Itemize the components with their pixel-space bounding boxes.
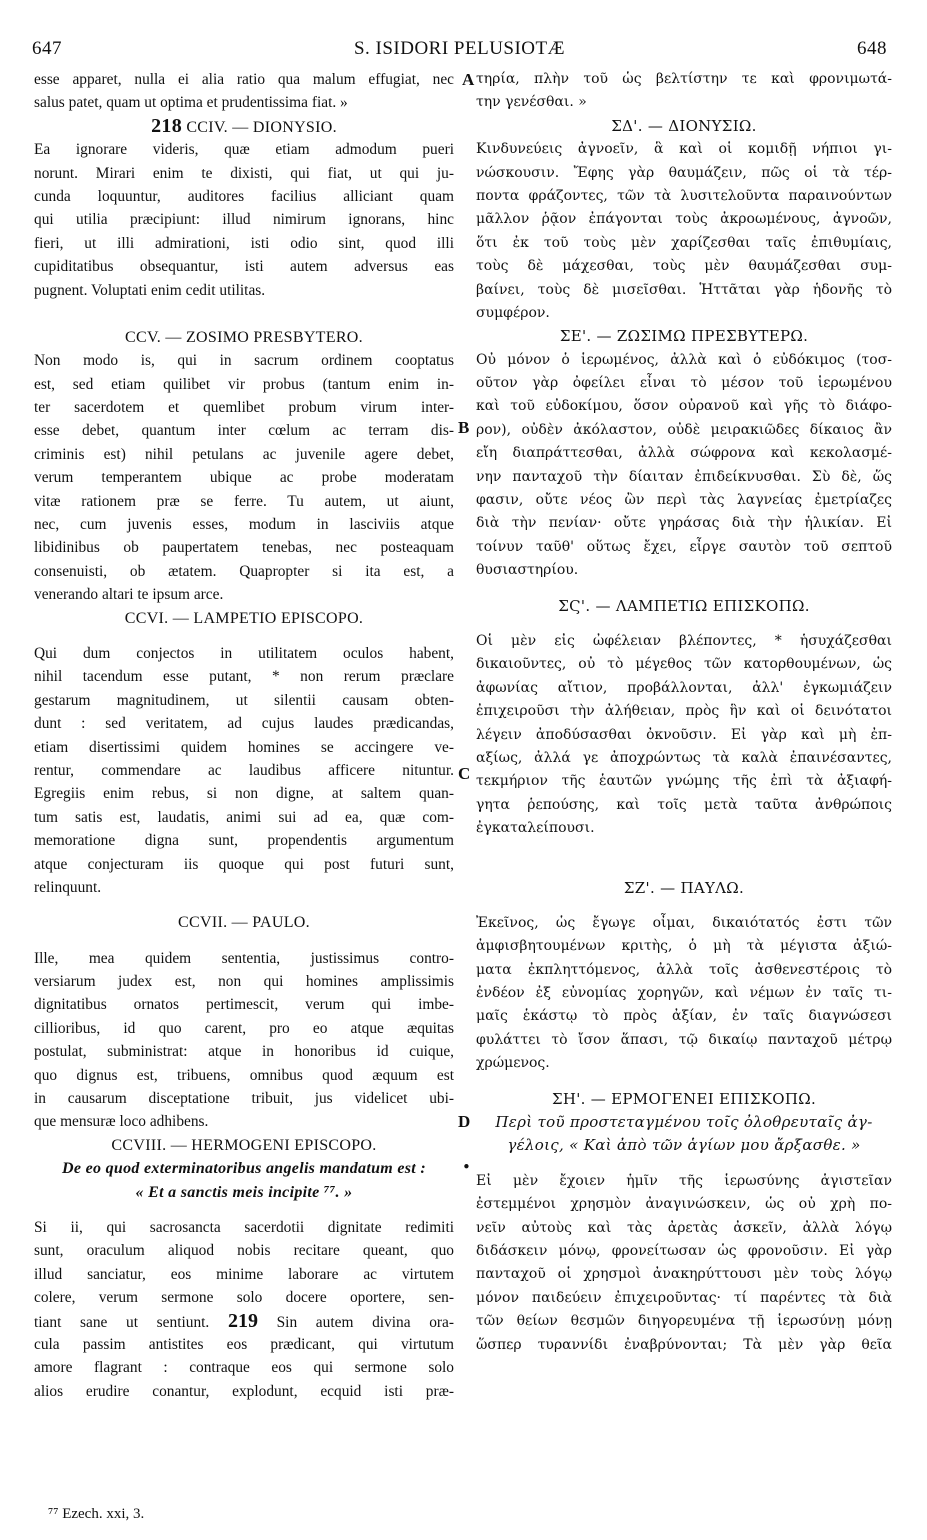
- margin-marker-b: B: [458, 418, 470, 437]
- text-line: vitæ rationem præ se ferre. Tu autem, ut aiunt,: [34, 492, 454, 510]
- text-line: cillioribus, id quo carent, pro eo atque æquitas: [34, 1019, 454, 1037]
- text-line: venerando altari te ipsum arce.: [34, 586, 224, 604]
- text-line: Ἐκεῖνος, ὡς ἔγωγε οἶμαι, δικαιότατός ἐστι τῶν: [476, 914, 892, 931]
- footnote: ⁷⁷ Ezech. xxi, 3.: [48, 1506, 145, 1522]
- text-line: rentur, commendare ac laudibus afficere nituntur.: [34, 761, 454, 779]
- text-line: ἐπιχειροῦσι τὴν ἀλήθειαν, πρὸς ἣν καὶ οἱ δεινότατοι: [476, 703, 892, 720]
- margin-marker-a: A: [462, 70, 475, 89]
- text-line: ὅτι ἐκ τοῦ τοὺς μὲν χαρίζεσθαι ταῖς ἐπιθυμίαις,: [476, 234, 892, 251]
- text-line: illud sanciatur, eos minime laborare ac virtutem: [34, 1265, 454, 1283]
- latin-column: [34, 68, 454, 1403]
- section-heading: ΣΔ'. — ΔΙΟΝΥΣΙΩ.: [611, 116, 757, 135]
- text-line: γητα ῥεπούσης, καὶ τοῖς μετὰ ταῦτα ἀνθρώποις: [476, 796, 892, 813]
- text-line: μόνον παιδεύειν ἐπιχειροῦντας· τί παρέντες τὰ διὰ: [476, 1289, 892, 1306]
- text-line: Εἰ μὲν ἔχοιεν ἡμῖν τῆς ἱερωσύνης ἁγιστεῖαν: [476, 1172, 892, 1189]
- text-line: alios erudire conantur, explodunt, ecquid isti præ-: [34, 1382, 454, 1400]
- section-heading: [34, 115, 454, 138]
- text-line: δικαιοῦντες, οὐ τὸ μέγεθος τῶν κατορθουμένων, ὡς: [476, 656, 892, 673]
- text-line: Qui dum conjectos in utilitatem oculos habent,: [34, 644, 454, 662]
- text-line: Κινδυνεύεις ἀγνοεῖν, ἃ καὶ οἱ κομιδῇ νήπιοι γι-: [476, 141, 892, 158]
- page-number-right: 648: [857, 38, 887, 59]
- text-line: esse apparet, nulla ei alia ratio qua malum effugiat, nec: [34, 71, 454, 88]
- text-line: qui utilia præcipiunt: illud nimirum ignorans, hinc: [34, 211, 454, 229]
- section-heading: ΣϚ'. — ΛΑΜΠΕΤΙΩ ΕΠΙΣΚΟΠΩ.: [558, 596, 810, 615]
- text-line: τοὺς δὲ μάχεσθαι, τοὺς μὲν θαυμάζεσθαι συμ-: [476, 258, 892, 275]
- text-line: colere, verum sermone solo docere oportere, sen-: [34, 1289, 454, 1307]
- text-line: ὥσπερ τυραννίδι ἐναβρύνονται; Τὰ μὲν γὰρ θεῖα: [476, 1336, 892, 1353]
- text-line: tiant sane ut sentiunt. 219 Sin autem divina ora-: [34, 1309, 454, 1332]
- section-subtitle: De eo quod exterminatoribus angelis mandatum est :: [62, 1160, 426, 1178]
- text-line: μαῖς ἑκάστῳ τὸ πρὸς ἀξίαν, ἐν ταῖς διαγνώσεσι: [476, 1008, 892, 1025]
- text-line: τοίνυν ταῦθ' οὕτως ἔχει, εἶργε σαυτὸν τοῦ σεπτοῦ: [476, 538, 892, 555]
- running-title: S. ISIDORI PELUSIOTÆ: [353, 38, 566, 59]
- text-line: relinquunt.: [34, 878, 102, 896]
- text-line: νώσκουσιν. Ἔφης γὰρ θαυμάζειν, πῶς οἱ τὰ τέρ-: [476, 164, 892, 181]
- section-heading: ΣΗ'. — ΕΡΜΟΓΕΝΕΙ ΕΠΙΣΚΟΠΩ.: [551, 1089, 817, 1108]
- text-line: την γενέσθαι. »: [476, 94, 587, 111]
- text-line: νεῖν αὐτοὺς καὶ τὰς ἀρετὰς ἀσκεῖν, ἀλλὰ λόγῳ: [476, 1219, 892, 1236]
- text-line: amore flagrant : contraque eos qui sermone solo: [34, 1359, 454, 1377]
- text-line: cupiditatibus obsequantur, isti autem adversus eas: [34, 258, 454, 276]
- text-line: θυσιαστηρίου.: [476, 562, 579, 579]
- text-line: sunt, oraculum aliquod nobis recitare queant, quo: [34, 1242, 454, 1260]
- text-line: atque conjecturam iis quoque qui post futuri sunt,: [34, 855, 454, 873]
- greek-column: [476, 68, 892, 1357]
- text-line: memoratione digna sunt, propendentis argumentum: [34, 832, 454, 850]
- text-line: Ea ignorare videris, quæ etiam admodum pueri: [34, 141, 454, 159]
- text-line: νην πανταχοῦ τὴν δίαιταν ἐπιδείκνυσθαι. Σὺ δὲ, ὥς: [476, 468, 892, 485]
- margin-dot: •: [462, 1158, 471, 1176]
- text-line: ἀμφισβητουμένων κριτὴς, ὁ μὴ τὰ μέγιστα ἀξιώ-: [476, 938, 892, 955]
- text-line: in causarum disceptatione tribuit, jus videlicet ubi-: [34, 1090, 454, 1108]
- running-header: [32, 38, 887, 62]
- text-line: salus patet, quam ut optima et prudentissima fiat. »: [34, 94, 348, 112]
- text-line: esse debet, quantum inter cœlum ac terram dis-: [34, 422, 454, 440]
- text-line: verum temperantem ubique ac probe moderatam: [34, 469, 454, 487]
- text-line: μᾶλλον ῥᾷον ἐπάγονται τοὺς ἀκροωμένους, ἀγνοῶν,: [476, 211, 892, 228]
- section-title: CCIV. — DIONYSIO.: [186, 118, 337, 136]
- text-line: ποντα φράζοντες, τῶν τὰ λυσιτελοῦντα παραινούντων: [476, 187, 892, 204]
- text-line: ρον), οὐδὲν ἀκόλαστον, οὐδὲ μειρακιῶδες δίκαιος ἂν: [476, 421, 892, 438]
- margin-marker-c: C: [458, 764, 471, 783]
- text-line: τηρία, πλὴν τοῦ ὡς βελτίστην τε καὶ φρονιμωτά-: [476, 71, 892, 87]
- section-number: 219: [227, 1309, 258, 1332]
- section-subtitle: γέλοις, « Καὶ ἀπὸ τῶν ἁγίων μου ἄρξασθε. »: [507, 1136, 861, 1155]
- text-line: τεκμήριον τῆς ἑαυτῶν γνώμης τῆς ἐπὶ τὰ ἀξιαφή-: [476, 773, 892, 790]
- section-heading: CCVI. — LAMPETIO EPISCOPO.: [124, 609, 364, 627]
- text-line: συμφέρον.: [476, 304, 550, 321]
- text-line: est, sed etiam quilibet vir probus (tantum enim in-: [34, 375, 454, 393]
- text-line: φυλάττει τὸ ἴσον ἅπασι, τῷ δικαίῳ πανταχοῦ μέτρῳ: [476, 1031, 892, 1048]
- text-line: διὰ τὴν πενίαν· οὔτε γηράσας διὰ τὴν ἡλικίαν. Εἰ: [476, 515, 892, 532]
- text-line: καὶ τοῦ εὐδοκίμου, ὅσον οὐρανοῦ καὶ γῆς τὸ διάφο-: [476, 398, 892, 415]
- text-line: fieri, ut illi admirationi, isti odio sint, quod illi: [34, 234, 454, 252]
- text-line: Οἱ μὲν εἰς ὠφέλειαν βλέποντες, * ἡσυχάζεσθαι: [476, 632, 892, 649]
- section-subtitle: « Et a sanctis meis incipite ⁷⁷. »: [135, 1183, 353, 1201]
- text-line: Οὐ μόνον ὁ ἱερωμένος, ἀλλὰ καὶ ὁ εὐδόκιμος (τοσ-: [476, 351, 892, 368]
- text-line: χρώμενος.: [476, 1055, 550, 1072]
- page-number-left: 647: [32, 38, 62, 59]
- text-line: αξίως, ἀλλά γε ἀποχρώντως τὰ καλὰ ἐπαινέσαντες,: [476, 749, 892, 766]
- margin-marker-d: D: [458, 1112, 471, 1131]
- text-line: criminis est) nihil petulans ac juvenile agere debet,: [34, 445, 454, 463]
- section-heading: CCV. — ZOSIMO PRESBYTERO.: [125, 328, 363, 346]
- text-line: ἐγκαταλείπουσι.: [476, 820, 595, 837]
- text-line: ἀφωνίας αἴτιον, προβάλλονται, ἀλλ' ἐγκωμιάζειν: [476, 679, 892, 696]
- text-line: ἐστεμμένοι χρησμὸν ἀναγινώσκειν, ὡς οὐ χρὴ πο-: [476, 1196, 892, 1213]
- section-number: 218: [151, 114, 182, 137]
- text-line: cunda loquuntur, auditores facilius alliciant quam: [34, 187, 454, 205]
- text-line: norunt. Mirari enim te dixisti, qui fiat, ut qui ju-: [34, 164, 454, 182]
- text-line: nihil tacendum esse putant, * non rerum præclare: [34, 668, 454, 686]
- text-line: versiarum judex est, non qui homines amplissimis: [34, 973, 454, 991]
- text-line: πανταχοῦ οἱ χρησμοὶ ἀνακηρύττουσι μὲν τοὺς λόγῳ: [476, 1266, 892, 1283]
- text-line: dignitatibus ornatos pertimescit, verum qui imbe-: [34, 996, 454, 1014]
- text-line: postulat, subministrat: atque in honoribus id cuique,: [34, 1043, 454, 1061]
- text-line: ἐνδέον ἐξ εὐνομίας χορηγῶν, καὶ νέμων ἐν ταῖς τι-: [476, 985, 892, 1002]
- text-line: διδάσκειν μόνῳ, φρονείτωσαν ὡς φρονοῦσιν. Εἰ γὰρ: [476, 1242, 892, 1259]
- text-line: quo dignus est, tribuens, omnibus quod æquum est: [34, 1066, 454, 1084]
- text-line: Si ii, qui sacrosancta sacerdotii dignitate redimiti: [34, 1218, 454, 1236]
- text-line: que mensuræ loco adhibens.: [34, 1113, 209, 1131]
- text-line: cula passim antistites eos prædicant, qui virtutum: [34, 1335, 454, 1353]
- text-line: dunt : sed veritatem, ad cujus laudes prædicandas,: [34, 715, 454, 733]
- text-line: οῦτον γὰρ ὀφείλει εἶναι τὸ μέσον τοῦ ἱερωμένου: [476, 375, 892, 392]
- text-line: Ille, mea quidem sententia, justissimus contro-: [34, 949, 454, 967]
- text-line: ter sacerdotem et quemlibet probum virum inter-: [34, 399, 454, 417]
- text-line: pugnent. Voluptati enim cedit utilitas.: [34, 281, 266, 299]
- text-line: τῶν θείων θεσμῶν διηγορευμένα τῇ ἱερωσύνῃ μόνῃ: [476, 1313, 892, 1330]
- section-heading: ΣΕ'. — ΖΩΣΙΜΩ ΠΡΕΣΒΥΤΕΡΩ.: [559, 327, 809, 346]
- text-line: λέγειν ἀποδύσασθαι ὀκνοῦσιν. Εἰ γὰρ καὶ μὴ ἐπ-: [476, 726, 892, 743]
- text-line: tum satis est, laudatis, animi sui ad ea, quæ com-: [34, 808, 454, 826]
- text-line: ματα ἐκπληττόμενος, ἀλλὰ τοῖς ἀσθενεστέροις τὸ: [476, 961, 892, 978]
- text-line: βαίνει, τοὺς δὲ μισεῖσθαι. Ἡττᾶται γὰρ ἡδονῆς τὸ: [476, 281, 892, 298]
- text-line: φασιν, οὔτε νέος ὢν περὶ τὰς λαγνείας ἐμετρίαζες: [476, 492, 892, 509]
- text-line: gestarum magnitudinem, ut silentii causam obten-: [34, 691, 454, 709]
- section-heading: CCVIII. — HERMOGENI EPISCOPO.: [111, 1136, 377, 1154]
- text-line: consenuisti, ob ætatem. Quapropter si ita est, a: [34, 562, 454, 580]
- section-heading: CCVII. — PAULO.: [178, 914, 310, 932]
- text-line: etiam disertissimi quidem homines se accingere ve-: [34, 738, 454, 756]
- section-heading: ΣΖ'. — ΠΑΥΛΩ.: [623, 878, 745, 897]
- section-subtitle: Περὶ τοῦ προστεταγμένου τοῖς ὀλοθρευταῖς ἀγ-: [495, 1113, 873, 1132]
- text-line: Egregiis enim rebus, si non digne, at saltem quan-: [34, 785, 454, 803]
- text-line: nec, cum juvenis esses, modum in lasciviis atque: [34, 516, 454, 534]
- text-line: εἴη διαπράττεσθαι, ἀλλὰ σώφρονα καὶ κεκολασμέ-: [476, 445, 892, 462]
- text-line: Non modo is, qui in sacrum ordinem cooptatus: [34, 352, 454, 370]
- text-line: libidinibus ob paupertatem tenebas, nec posteaquam: [34, 539, 454, 557]
